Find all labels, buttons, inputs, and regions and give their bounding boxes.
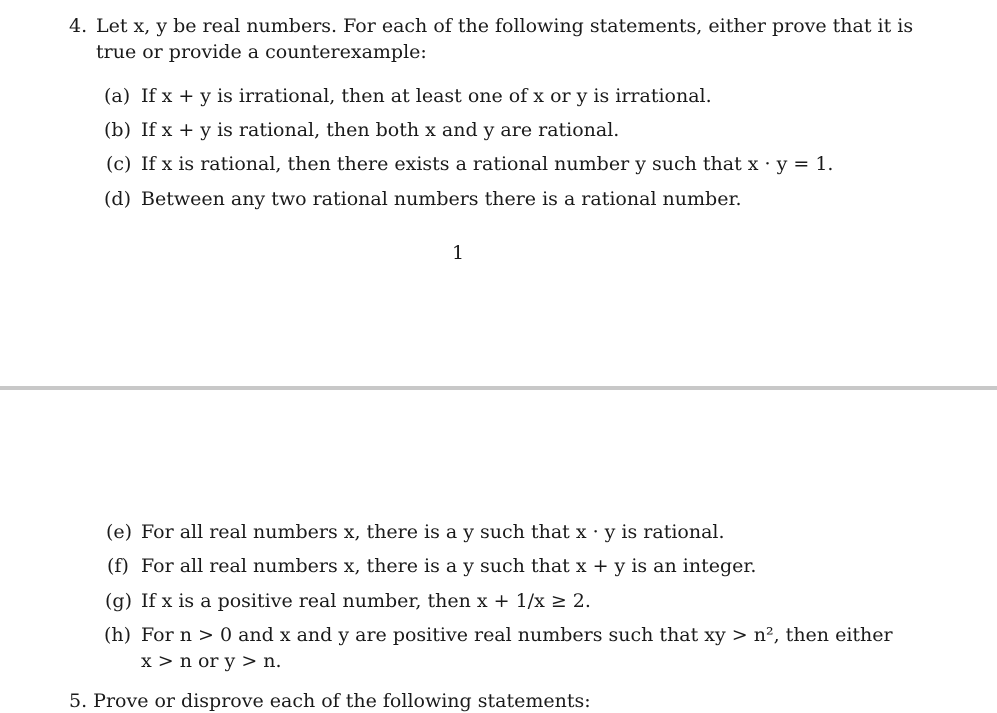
item-text: If x is a positive real number, then x + 1/x ≥ 2.: [141, 590, 591, 612]
problem-statement: [69, 14, 87, 38]
item-label: (e): [106, 521, 133, 543]
item-text: If x + y is irrational, then at least one of x or y is irrational.: [141, 85, 712, 107]
item-label: (h): [104, 624, 132, 646]
problem-statement-line-1: Let x, y be real numbers. For each of the following statements, either prove that it is: [96, 15, 914, 37]
item-text: For all real numbers x, there is a y such that x + y is an integer.: [141, 555, 757, 577]
item-label: (a): [104, 85, 131, 107]
item-text: If x + y is rational, then both x and y are rational.: [141, 119, 620, 141]
problem-statement-line-2: true or provide a counterexample:: [96, 41, 427, 63]
item-label: (c): [106, 153, 132, 175]
item-text: For all real numbers x, there is a y such that x · y is rational.: [141, 521, 725, 543]
item-text: Between any two rational numbers there is a rational number.: [141, 188, 742, 210]
item-label: (f): [107, 555, 129, 577]
item-label: (g): [105, 590, 132, 612]
list-item-continuation: x > n or y > n.: [141, 650, 282, 672]
page-number: 1: [452, 242, 465, 264]
item-text: If x is rational, then there exists a rational number y such that x · y = 1.: [141, 153, 834, 175]
item-text: For n > 0 and x and y are positive real numbers such that xy > n², then either: [141, 624, 893, 646]
item-label: (d): [104, 188, 131, 210]
next-problem-partial: 5. Prove or disprove each of the following statements:: [69, 690, 591, 712]
page-two: [0, 390, 997, 712]
problem-number: 4.: [69, 15, 88, 37]
item-label: (b): [104, 119, 131, 141]
